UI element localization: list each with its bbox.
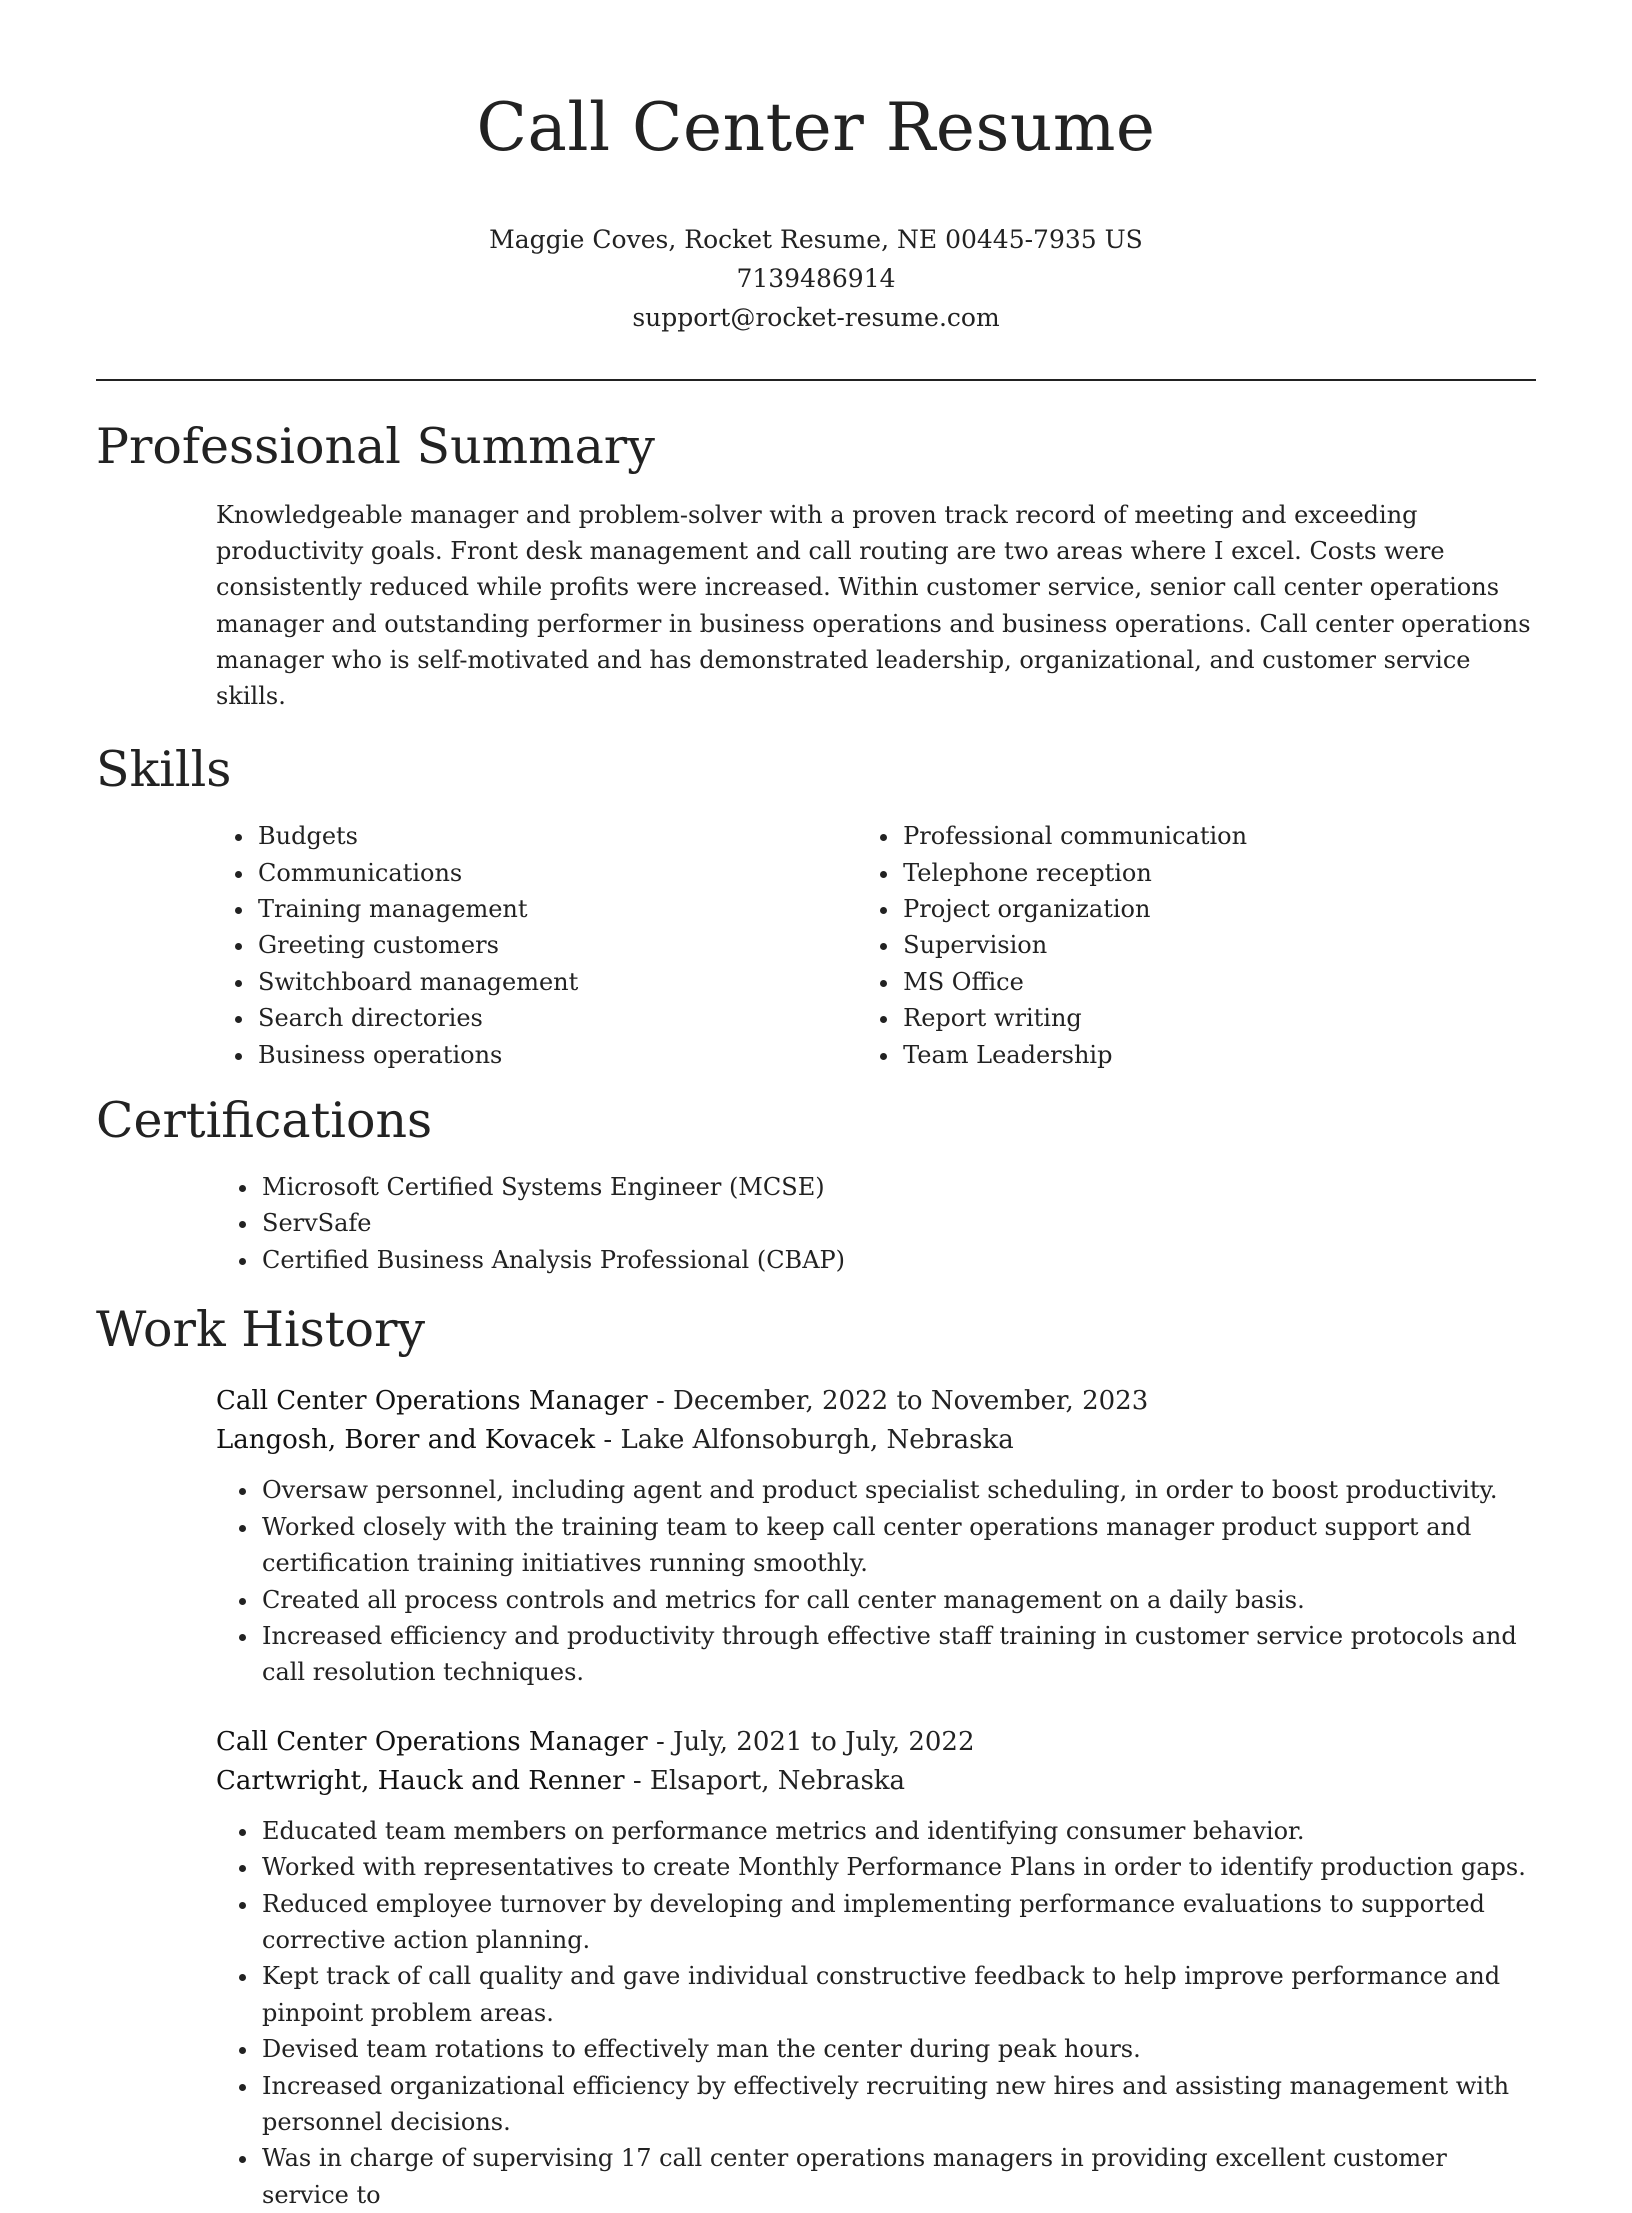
job-separator: - (603, 1425, 621, 1456)
job-bullets (216, 1472, 1536, 1690)
contact-phone: 7139486914 (736, 264, 896, 293)
job-dates: December, 2022 to November, 2023 (673, 1386, 1149, 1417)
skill-item: • Budgets (256, 818, 861, 854)
job-bullet: • Worked with representatives to create Monthly Performance Plans in order to identify production gaps. (260, 1849, 1536, 1885)
certifications-list (216, 1169, 1536, 1278)
job-company: Langosh, Borer and Kovacek (216, 1425, 596, 1456)
skill-item: • Team Leadership (901, 1037, 1536, 1073)
contact-address: Maggie Coves, Rocket Resume, NE 00445-7935 US (489, 225, 1143, 254)
job-bullet: • Devised team rotations to effectively man the center during peak hours. (260, 2031, 1536, 2067)
job-company-line (216, 1421, 1536, 1460)
skills-heading: Skills (96, 741, 232, 799)
job-bullet: • Worked closely with the training team to keep call center operations manager product support and certification training initiatives running smoothly. (260, 1509, 1536, 1582)
skill-item: • Business operations (256, 1037, 861, 1073)
job-separator: - (655, 1386, 674, 1417)
contact-email: support@rocket-resume.com (632, 303, 1000, 332)
skill-item: • Switchboard management (256, 964, 861, 1000)
job-separator: - (632, 1765, 650, 1796)
job-bullet: • Oversaw personnel, including agent and product specialist scheduling, in order to boost productivity. (260, 1472, 1536, 1508)
job-bullet: • Increased organizational efficiency by effectively recruiting new hires and assisting management with personnel decisions. (260, 2068, 1536, 2141)
work-history-heading: Work History (96, 1301, 426, 1359)
job-company: Cartwright, Hauck and Renner (216, 1765, 625, 1796)
skill-item: • Training management (256, 891, 861, 927)
job-bullet: • Was in charge of supervising 17 call center operations managers in providing excellent customer service to (260, 2140, 1536, 2213)
skill-item: • Telephone reception (901, 855, 1536, 891)
certification-item: • ServSafe (260, 1205, 1536, 1241)
job-bullet: • Reduced employee turnover by developing and implementing performance evaluations to supported corrective action planning. (260, 1886, 1536, 1959)
certification-item: • Certified Business Analysis Professional (CBAP) (260, 1242, 1536, 1278)
job-bullet: • Created all process controls and metrics for call center management on a daily basis. (260, 1582, 1536, 1618)
job-company-line (216, 1762, 1536, 1801)
job-location: Lake Alfonsoburgh, Nebraska (620, 1425, 1014, 1456)
skill-item: • Search directories (256, 1000, 861, 1036)
job-title-line (216, 1723, 1536, 1762)
skill-item: • Professional communication (901, 818, 1536, 854)
certifications-heading: Certifications (96, 1092, 433, 1150)
resume-title: Call Center Resume (476, 89, 1156, 166)
skill-item: • MS Office (901, 964, 1536, 1000)
contact-block (96, 220, 1536, 337)
job-location: Elsaport, Nebraska (649, 1765, 906, 1796)
job-entry (216, 1723, 1536, 2213)
job-title-line (216, 1382, 1536, 1421)
job-bullet: • Increased efficiency and productivity through effective staff training in customer service protocols and call resolution techniques. (260, 1618, 1536, 1691)
skill-item: • Communications (256, 855, 861, 891)
skills-list (96, 818, 1536, 1073)
resume-page (96, 0, 1536, 2213)
skill-item: • Project organization (901, 891, 1536, 927)
header-divider (96, 379, 1536, 381)
resume-header (96, 0, 1536, 337)
job-bullets (216, 1813, 1536, 2213)
skills-column-left (216, 818, 861, 1073)
summary-heading: Professional Summary (96, 418, 655, 475)
summary-text: Knowledgeable manager and problem-solver with a proven track record of meeting and exceeding productivity goals. Front desk management and call routing are two areas where I excel. Costs were consistently reduced while profits were increased. Within customer service, senior call center operations manager and outstanding performer in business operations and business operations. Call center operations manager who is self-motivated and has demonstrated leadership, organizational, and customer service skills. (216, 501, 1531, 711)
job-bullet: • Educated team members on performance metrics and identifying consumer behavior. (260, 1813, 1536, 1849)
job-title: Call Center Operations Manager (216, 1386, 648, 1417)
job-title: Call Center Operations Manager (216, 1726, 648, 1757)
skill-item: • Greeting customers (256, 927, 861, 963)
skill-item: • Report writing (901, 1000, 1536, 1036)
job-separator: - (655, 1726, 674, 1757)
certification-item: • Microsoft Certified Systems Engineer (MCSE) (260, 1169, 1536, 1205)
skills-column-right (861, 818, 1536, 1073)
job-entry (216, 1382, 1536, 1690)
job-bullet: • Kept track of call quality and gave individual constructive feedback to help improve performance and pinpoint problem areas. (260, 1958, 1536, 2031)
job-dates: July, 2021 to July, 2022 (673, 1726, 975, 1757)
skill-item: • Supervision (901, 927, 1536, 963)
